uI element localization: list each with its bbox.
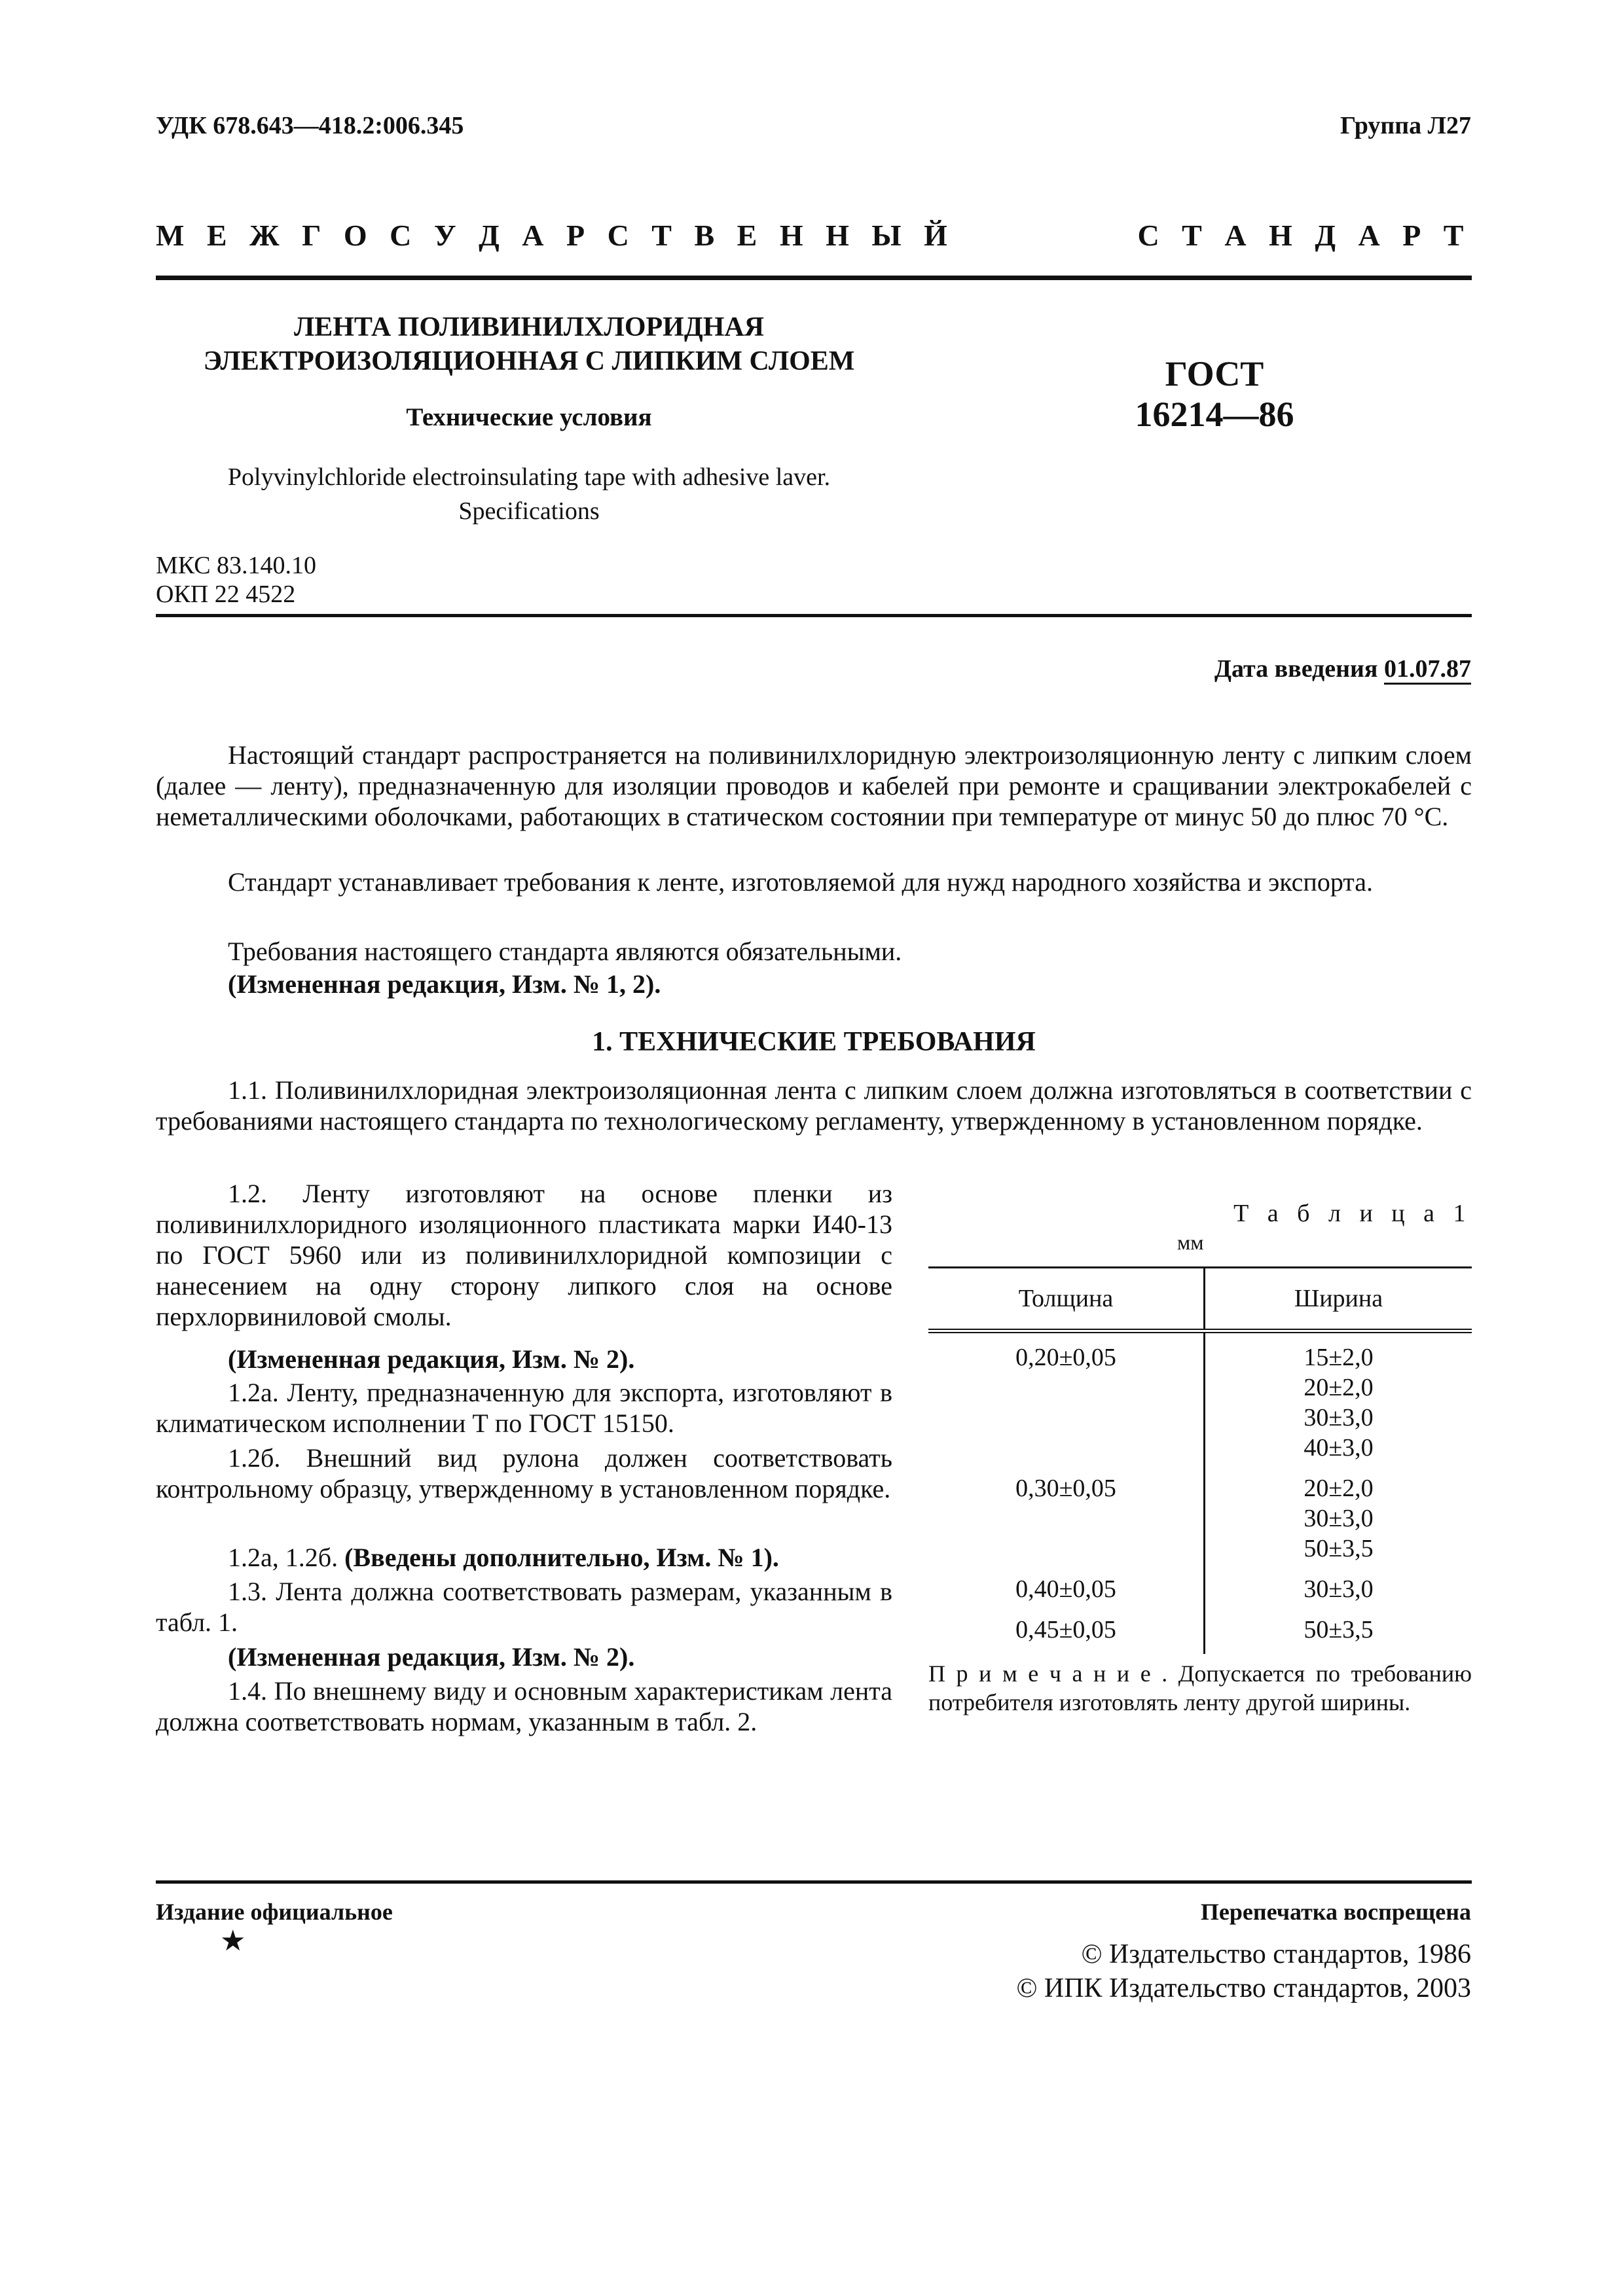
table-1-note-text: Допускается по требованию потребителя изготовлять ленту другой ширины. <box>928 1660 1472 1715</box>
english-title <box>156 460 902 528</box>
english-title-line-1: Polyvinylchloride electroinsulating tape with adhesive laver. <box>227 463 831 491</box>
copyright-block <box>1016 1937 1471 2005</box>
clause-1-3-text: 1.3. Лента должна соответствовать размерам, указанным в табл. 1. <box>156 1577 892 1637</box>
introduction-date <box>1214 655 1471 683</box>
title-rule <box>156 614 1472 617</box>
table-1-header-width: Ширина <box>1205 1268 1472 1331</box>
top-rule <box>156 276 1472 280</box>
table-1-caption: Т а б л и ц а 1 <box>1233 1200 1472 1227</box>
gost-designation <box>1074 353 1355 435</box>
table-row <box>928 1331 1472 1463</box>
clause-1-2a-text: 1.2а. Ленту, предназначенную для экспорта, изготовляют в климатическом исполнении Т по ГОСТ 15150. <box>156 1378 892 1438</box>
group-code: Группа Л27 <box>1340 112 1471 139</box>
clause-1-2ab-note-text: (Введены дополнительно, Изм. № 1). <box>344 1543 779 1572</box>
table-1-width-cell <box>1205 1463 1472 1564</box>
intro-change-note <box>156 969 1472 999</box>
clause-1-2-text: 1.2. Ленту изготовляют на основе пленки из поливинилхлоридного изоляционного пластиката марки И40-13 по ГОСТ 5960 или из поливинилхлоридной композиции с нанесением на одну сторону липкого слоя на основе перхлорвиниловой смолы. <box>156 1179 892 1331</box>
clause-1-4-text: 1.4. По внешнему виду и основным характеристикам лента должна соответствовать нормам, указанным в табл. 2. <box>156 1676 892 1736</box>
table-row <box>928 1604 1472 1654</box>
table-1-thickness-cell: 0,40±0,05 <box>928 1564 1205 1604</box>
table-1-width-value: 20±2,0 <box>1304 1374 1374 1401</box>
document-subtitle: Технические условия <box>406 403 652 431</box>
clause-1-2b <box>156 1443 892 1504</box>
clause-1-2a <box>156 1377 892 1439</box>
clause-1-2b-text: 1.2б. Внешний вид рулона должен соответствовать контрольному образцу, утвержденному в установленном порядке. <box>156 1443 892 1503</box>
title-line-2: ЭЛЕКТРОИЗОЛЯЦИОННАЯ С ЛИПКИМ СЛОЕМ <box>203 346 855 376</box>
clause-1-2-change-text: (Измененная редакция, Изм. № 2). <box>228 1344 635 1374</box>
clause-1-1 <box>156 1075 1472 1136</box>
title-line-1: ЛЕНТА ПОЛИВИНИЛХЛОРИДНАЯ <box>293 312 765 342</box>
table-1-width-value: 30±3,0 <box>1304 1575 1374 1603</box>
table-row <box>928 1463 1472 1564</box>
intro-paragraph-3-text: Требования настоящего стандарта являются обязательными. <box>228 937 902 966</box>
clause-1-3-change <box>156 1641 892 1672</box>
banner-standard: С Т А Н Д А Р Т <box>1137 219 1471 252</box>
reprint-prohibited: Перепечатка воспрещена <box>1200 1899 1471 1925</box>
introduction-date-value: 01.07.87 <box>1384 655 1471 685</box>
udk-code: УДК 678.643—418.2:006.345 <box>156 112 464 139</box>
table-1-width-cell <box>1205 1564 1472 1604</box>
copyright-2003: © ИПК Издательство стандартов, 2003 <box>1016 1973 1471 2003</box>
clause-1-1-text: 1.1. Поливинилхлоридная электроизоляционная лента с липким слоем должна изготовляться в соответствии с требованиями настоящего стандарта по технологическому регламенту, утвержденному в установленном порядке. <box>156 1075 1472 1136</box>
clause-1-4 <box>156 1676 892 1737</box>
intro-paragraph-1-text: Настоящий стандарт распространяется на поливинилхлоридную электроизоляционную ленту с липким слоем (далее — ленту), предназначенную для изоляции проводов и кабелей при ремонте и сращивании электрокабелей с неметаллическими оболочками, работающих в статическом состоянии при температуре от минус 50 до плюс 70 °С. <box>156 740 1472 831</box>
intro-paragraph-3 <box>156 936 1472 967</box>
table-1-unit: мм <box>1177 1230 1204 1254</box>
table-1-width-value: 30±3,0 <box>1304 1505 1374 1532</box>
copyright-1986: © Издательство стандартов, 1986 <box>1081 1939 1471 1969</box>
gost-label: ГОСТ <box>1165 354 1264 393</box>
table-1-header-thickness: Толщина <box>928 1268 1205 1331</box>
classification-codes <box>156 551 316 609</box>
intro-paragraph-2 <box>156 867 1472 897</box>
table-1-grid <box>928 1268 1472 1654</box>
table-1-width-cell <box>1205 1604 1472 1654</box>
table-1-header-row <box>928 1268 1472 1331</box>
english-title-line-2: Specifications <box>458 497 600 525</box>
table-1-note-label: П р и м е ч а н и е . <box>928 1660 1168 1687</box>
table-1-thickness-cell: 0,30±0,05 <box>928 1463 1205 1564</box>
clause-1-2 <box>156 1178 892 1332</box>
clause-1-2ab-prefix: 1.2а, 1.2б. <box>228 1543 338 1572</box>
document-title <box>156 310 902 378</box>
mks-code: МКС 83.140.10 <box>156 552 317 579</box>
intro-change-note-text: (Измененная редакция, Изм. № 1, 2). <box>228 969 661 999</box>
clause-1-2ab-note <box>156 1542 892 1573</box>
table-1-width-value: 20±2,0 <box>1304 1475 1374 1502</box>
section-1-heading: 1. ТЕХНИЧЕСКИЕ ТРЕБОВАНИЯ <box>592 1027 1036 1057</box>
table-1-width-value: 30±3,0 <box>1304 1404 1374 1431</box>
table-1-width-cell <box>1205 1331 1472 1463</box>
introduction-date-label: Дата введения <box>1214 655 1378 683</box>
table-row <box>928 1564 1472 1604</box>
table-1-thickness-cell: 0,45±0,05 <box>928 1604 1205 1654</box>
banner-interstate: М Е Ж Г О С У Д А Р С Т В Е Н Н Ы Й <box>156 219 955 252</box>
star-icon: ★ <box>220 1924 246 1958</box>
table-1-thickness-cell: 0,20±0,05 <box>928 1331 1205 1463</box>
okp-code: ОКП 22 4522 <box>156 581 296 608</box>
clause-1-3-change-text: (Измененная редакция, Изм. № 2). <box>228 1642 635 1672</box>
table-1-width-value: 50±3,5 <box>1304 1616 1374 1643</box>
gost-number: 16214—86 <box>1135 395 1294 434</box>
footer-rule <box>156 1880 1472 1884</box>
clause-1-2-change <box>156 1344 892 1374</box>
intro-paragraph-2-text: Стандарт устанавливает требования к ленте, изготовляемой для нужд народного хозяйства и экспорта. <box>228 867 1374 897</box>
clause-1-3 <box>156 1576 892 1638</box>
table-1-width-value: 40±3,0 <box>1304 1434 1374 1462</box>
table-1-width-value: 50±3,5 <box>1304 1535 1374 1562</box>
table-1-body <box>928 1268 1472 1654</box>
official-edition: Издание официальное <box>156 1899 393 1925</box>
table-1-note <box>928 1659 1472 1717</box>
table-1 <box>928 1199 1472 1654</box>
intro-paragraph-1 <box>156 740 1472 832</box>
table-1-width-value: 15±2,0 <box>1304 1344 1374 1371</box>
